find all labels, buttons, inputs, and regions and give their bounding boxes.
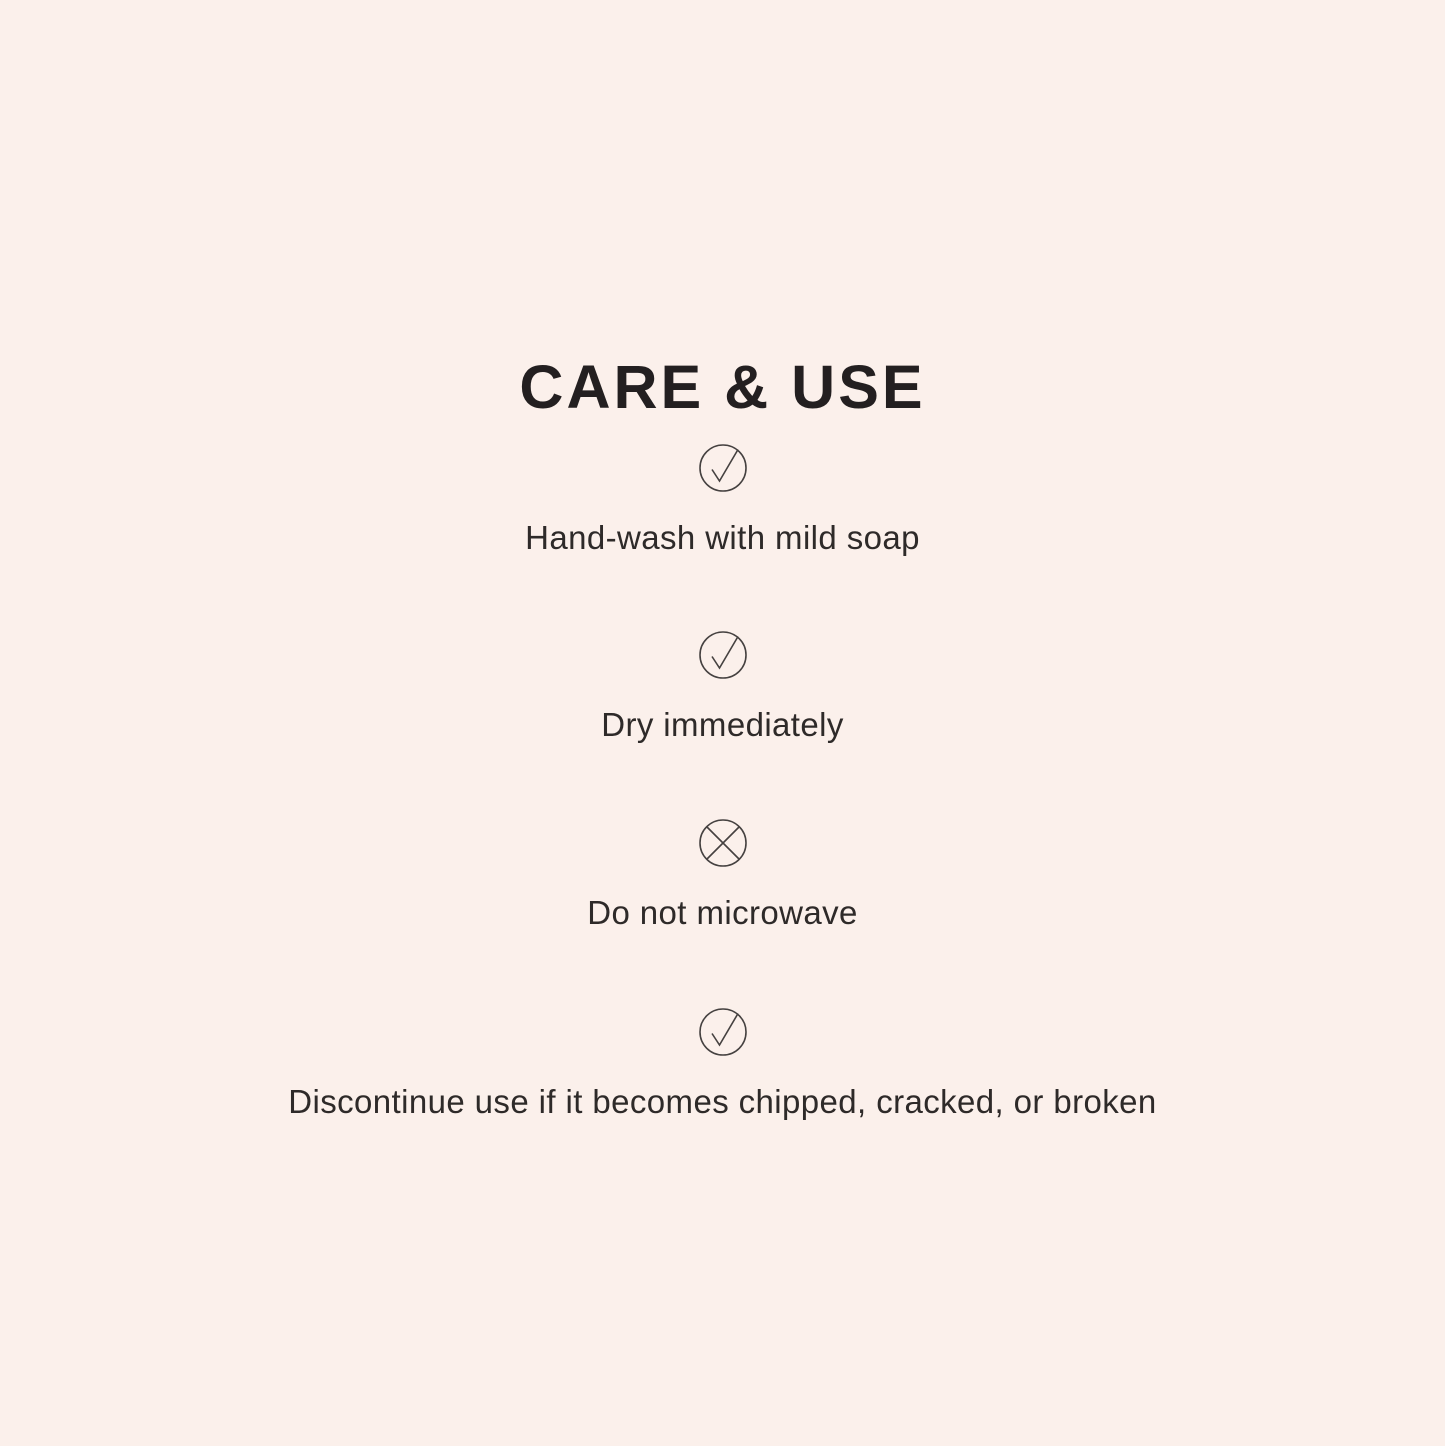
- care-item-no-microwave: [0, 819, 1445, 933]
- care-item-label: Hand-wash with mild soap: [525, 519, 920, 556]
- care-item-dry: [0, 631, 1445, 745]
- page-title: CARE & USE: [519, 352, 926, 421]
- care-item-label: Dry immediately: [601, 706, 844, 743]
- cross-circle-icon: [699, 819, 747, 867]
- care-item-label: Do not microwave: [587, 894, 858, 931]
- check-circle-icon: [699, 1008, 747, 1056]
- care-item-discontinue: [0, 1008, 1445, 1122]
- care-item-hand-wash: [0, 444, 1445, 558]
- care-item-label: Discontinue use if it becomes chipped, cracked, or broken: [288, 1083, 1157, 1120]
- check-circle-icon: [699, 631, 747, 679]
- check-circle-icon: [699, 444, 747, 492]
